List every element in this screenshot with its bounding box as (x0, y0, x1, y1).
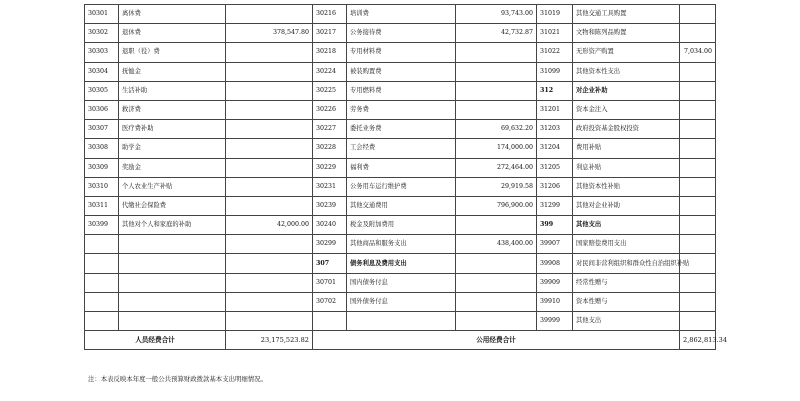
personnel-item-cell (119, 235, 226, 254)
public-code-cell: 30231 (313, 177, 347, 196)
capital-item-cell: 利息补贴 (573, 158, 680, 177)
public-code-cell: 30226 (313, 100, 347, 119)
table-row (85, 24, 716, 43)
public-item-cell: 被装购置费 (347, 62, 456, 81)
personnel-amount-cell (226, 273, 313, 292)
public-item-cell: 税金及附加费用 (347, 216, 456, 235)
capital-amount-cell (680, 196, 716, 215)
table-row (85, 43, 716, 62)
public-item-cell: 培训费 (347, 5, 456, 24)
capital-amount-cell: 7,034.00 (680, 43, 716, 62)
table-note: 注：本表反映本年度一般公共预算财政拨款基本支出明细情况。 (88, 375, 267, 383)
public-amount-cell (456, 216, 537, 235)
capital-code-cell: 31299 (537, 196, 573, 215)
table-row (85, 292, 716, 311)
table-row (85, 100, 716, 119)
personnel-item-cell (119, 273, 226, 292)
capital-code-cell: 31022 (537, 43, 573, 62)
public-item-cell: 国内债务付息 (347, 273, 456, 292)
public-code-cell: 30218 (313, 43, 347, 62)
personnel-code-cell (85, 254, 119, 273)
table-row (85, 139, 716, 158)
public-amount-cell (456, 62, 537, 81)
personnel-amount-cell (226, 312, 313, 331)
capital-code-cell: 31099 (537, 62, 573, 81)
table-row (85, 177, 716, 196)
public-code-cell: 30239 (313, 196, 347, 215)
public-code-cell: 30216 (313, 5, 347, 24)
capital-item-cell: 对民间非营利组织和群众性自治组织补贴 (573, 254, 680, 273)
public-item-cell: 公务用车运行维护费 (347, 177, 456, 196)
public-code-cell: 30702 (313, 292, 347, 311)
public-code-cell: 30224 (313, 62, 347, 81)
public-code-cell: 30217 (313, 24, 347, 43)
public-code-cell: 30240 (313, 216, 347, 235)
public-amount-cell: 93,743.00 (456, 5, 537, 24)
capital-code-cell: 39999 (537, 312, 573, 331)
capital-amount-cell (680, 139, 716, 158)
capital-amount-cell (680, 158, 716, 177)
personnel-amount-cell (226, 254, 313, 273)
capital-code-cell: 312 (537, 81, 573, 100)
expenditure-detail-table (84, 4, 728, 350)
personnel-item-cell: 退职（役）费 (119, 43, 226, 62)
personnel-amount-cell: 42,000.00 (226, 216, 313, 235)
personnel-amount-cell (226, 158, 313, 177)
capital-item-cell: 资本性赠与 (573, 292, 680, 311)
public-code-cell (313, 312, 347, 331)
public-amount-cell (456, 273, 537, 292)
table-row (85, 81, 716, 100)
public-amount-cell (456, 254, 537, 273)
personnel-code-cell: 30399 (85, 216, 119, 235)
personnel-amount-cell (226, 196, 313, 215)
capital-item-cell: 文物和陈列品购置 (573, 24, 680, 43)
personnel-item-cell (119, 312, 226, 331)
capital-item-cell: 其他资本性支出 (573, 62, 680, 81)
capital-amount-cell (680, 5, 716, 24)
personnel-code-cell: 30309 (85, 158, 119, 177)
capital-item-cell: 无形资产购置 (573, 43, 680, 62)
capital-item-cell: 政府投资基金股权投资 (573, 120, 680, 139)
public-code-cell: 30701 (313, 273, 347, 292)
personnel-amount-cell (226, 292, 313, 311)
public-item-cell: 专用材料费 (347, 43, 456, 62)
personnel-code-cell: 30305 (85, 81, 119, 100)
personnel-amount-cell (226, 139, 313, 158)
personnel-amount-cell (226, 5, 313, 24)
public-item-cell: 劳务费 (347, 100, 456, 119)
personnel-item-cell: 其他对个人和家庭的补助 (119, 216, 226, 235)
personnel-amount-cell (226, 100, 313, 119)
personnel-item-cell: 奖励金 (119, 158, 226, 177)
personnel-code-cell: 30308 (85, 139, 119, 158)
personnel-code-cell: 30302 (85, 24, 119, 43)
personnel-item-cell: 退休费 (119, 24, 226, 43)
capital-item-cell: 其他支出 (573, 216, 680, 235)
public-code-cell: 30299 (313, 235, 347, 254)
personnel-code-cell (85, 273, 119, 292)
public-amount-cell: 796,900.00 (456, 196, 537, 215)
public-amount-cell: 438,400.00 (456, 235, 537, 254)
personnel-amount-cell: 378,547.80 (226, 24, 313, 43)
capital-amount-cell (680, 120, 716, 139)
capital-item-cell: 费用补贴 (573, 139, 680, 158)
capital-amount-cell (680, 292, 716, 311)
table-row (85, 254, 716, 273)
public-code-cell: 30228 (313, 139, 347, 158)
public-amount-cell (456, 43, 537, 62)
public-item-cell: 工会经费 (347, 139, 456, 158)
table-row (85, 216, 716, 235)
capital-amount-cell (680, 81, 716, 100)
personnel-amount-cell (226, 43, 313, 62)
personnel-amount-cell (226, 62, 313, 81)
capital-code-cell: 31019 (537, 5, 573, 24)
personnel-total-amount: 23,175,523.82 (226, 331, 313, 350)
personnel-amount-cell (226, 81, 313, 100)
personnel-amount-cell (226, 177, 313, 196)
personnel-total-label: 人员经费合计 (85, 331, 226, 350)
public-item-cell: 债务利息及费用支出 (347, 254, 456, 273)
capital-item-cell: 其他资本性补贴 (573, 177, 680, 196)
public-code-cell: 30225 (313, 81, 347, 100)
capital-code-cell: 399 (537, 216, 573, 235)
capital-code-cell: 31201 (537, 100, 573, 119)
public-amount-cell (456, 292, 537, 311)
public-item-cell (347, 312, 456, 331)
capital-code-cell: 31021 (537, 24, 573, 43)
public-item-cell: 国外债务付息 (347, 292, 456, 311)
capital-item-cell: 其他交通工具购置 (573, 5, 680, 24)
public-amount-cell (456, 312, 537, 331)
capital-item-cell: 经常性赠与 (573, 273, 680, 292)
personnel-item-cell: 代缴社会保险费 (119, 196, 226, 215)
public-item-cell: 公务接待费 (347, 24, 456, 43)
public-item-cell: 其他商品和服务支出 (347, 235, 456, 254)
public-item-cell: 委托业务费 (347, 120, 456, 139)
personnel-item-cell: 救济费 (119, 100, 226, 119)
table-row (85, 196, 716, 215)
capital-code-cell: 39908 (537, 254, 573, 273)
public-item-cell: 专用燃料费 (347, 81, 456, 100)
table-body (85, 5, 716, 331)
personnel-item-cell: 离休费 (119, 5, 226, 24)
personnel-item-cell (119, 292, 226, 311)
totals-row (85, 331, 716, 350)
personnel-code-cell (85, 292, 119, 311)
capital-amount-cell (680, 216, 716, 235)
capital-item-cell: 其他对企业补助 (573, 196, 680, 215)
table-row (85, 120, 716, 139)
public-total-label: 公用经费合计 (313, 331, 680, 350)
capital-item-cell: 对企业补助 (573, 81, 680, 100)
personnel-code-cell (85, 235, 119, 254)
capital-amount-cell (680, 62, 716, 81)
personnel-code-cell: 30311 (85, 196, 119, 215)
public-item-cell: 其他交通费用 (347, 196, 456, 215)
capital-code-cell: 31204 (537, 139, 573, 158)
public-amount-cell (456, 100, 537, 119)
public-code-cell: 307 (313, 254, 347, 273)
public-item-cell: 福利费 (347, 158, 456, 177)
personnel-code-cell: 30303 (85, 43, 119, 62)
public-total-amount: 2,862,813.34 (680, 331, 716, 350)
personnel-code-cell (85, 312, 119, 331)
totals-section (85, 331, 728, 350)
public-amount-cell: 29,919.58 (456, 177, 537, 196)
capital-code-cell: 31203 (537, 120, 573, 139)
personnel-amount-cell (226, 235, 313, 254)
capital-amount-cell (680, 312, 716, 331)
personnel-code-cell: 30306 (85, 100, 119, 119)
public-amount-cell: 42,732.87 (456, 24, 537, 43)
capital-code-cell: 39909 (537, 273, 573, 292)
table-row (85, 5, 716, 24)
table-row (85, 273, 716, 292)
personnel-item-cell: 助学金 (119, 139, 226, 158)
table-row (85, 235, 716, 254)
public-code-cell: 30227 (313, 120, 347, 139)
personnel-code-cell: 30304 (85, 62, 119, 81)
table-row (85, 312, 716, 331)
personnel-amount-cell (226, 120, 313, 139)
personnel-item-cell (119, 254, 226, 273)
capital-amount-cell (680, 24, 716, 43)
personnel-code-cell: 30310 (85, 177, 119, 196)
public-code-cell: 30229 (313, 158, 347, 177)
capital-amount-cell (680, 100, 716, 119)
expenditure-grid (84, 4, 728, 350)
public-amount-cell: 69,632.20 (456, 120, 537, 139)
personnel-code-cell: 30307 (85, 120, 119, 139)
capital-amount-cell (680, 273, 716, 292)
capital-code-cell: 31206 (537, 177, 573, 196)
public-amount-cell: 174,000.00 (456, 139, 537, 158)
personnel-item-cell: 生活补助 (119, 81, 226, 100)
capital-item-cell: 资本金注入 (573, 100, 680, 119)
public-amount-cell: 272,464.00 (456, 158, 537, 177)
capital-amount-cell (680, 177, 716, 196)
capital-item-cell: 其他支出 (573, 312, 680, 331)
table-row (85, 158, 716, 177)
public-amount-cell (456, 81, 537, 100)
personnel-code-cell: 30301 (85, 5, 119, 24)
capital-code-cell: 39910 (537, 292, 573, 311)
capital-code-cell: 39907 (537, 235, 573, 254)
personnel-item-cell: 个人农业生产补贴 (119, 177, 226, 196)
personnel-item-cell: 医疗费补助 (119, 120, 226, 139)
personnel-item-cell: 抚恤金 (119, 62, 226, 81)
capital-amount-cell (680, 235, 716, 254)
capital-item-cell: 国家赔偿费用支出 (573, 235, 680, 254)
table-row (85, 62, 716, 81)
capital-code-cell: 31205 (537, 158, 573, 177)
